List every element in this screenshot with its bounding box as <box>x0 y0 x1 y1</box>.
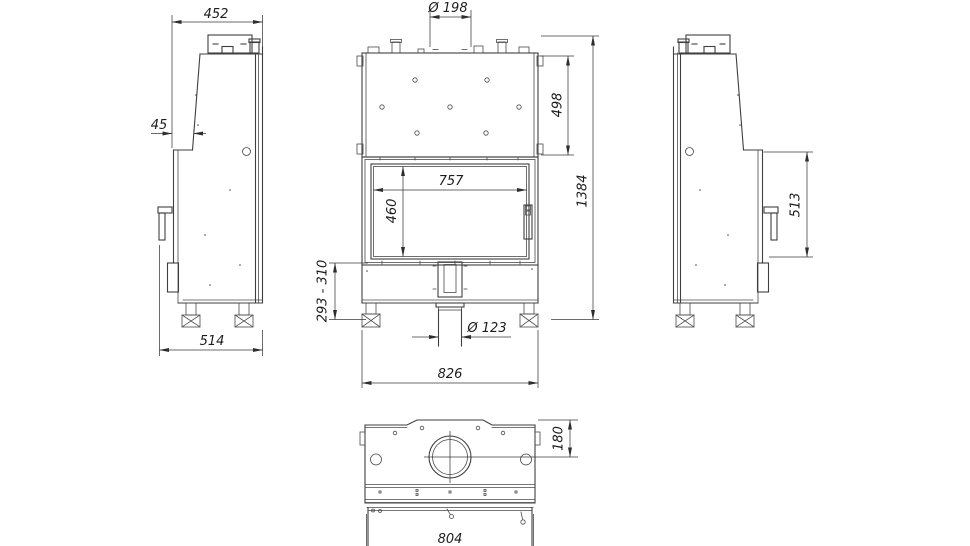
front-view <box>316 1 600 388</box>
front-plinth <box>362 262 538 303</box>
dim-flue-center-depth-label: 180 <box>551 426 567 451</box>
dim-front-panel-width-label: 804 <box>437 532 463 546</box>
dim-depth-top-label: 452 <box>203 7 229 22</box>
right-door-handle <box>764 207 778 240</box>
dim-flue-diameter-label: Ø 198 <box>428 1 468 16</box>
dim-outlet-diameter-label: Ø 123 <box>467 321 507 336</box>
flue-outlet-circle <box>424 431 476 483</box>
dim-front-offset-label: 45 <box>150 118 168 133</box>
dim-total-height-label: 1384 <box>575 174 591 208</box>
dim-door-height-label: 513 <box>788 192 804 218</box>
dim-upper-section-height-label: 498 <box>550 92 566 118</box>
left-door-handle <box>158 207 172 240</box>
dim-base-height-range-label: 293 - 310 <box>315 259 331 323</box>
front-top-fittings <box>368 40 529 54</box>
side-view-right <box>674 35 814 327</box>
side-view-left <box>151 7 263 356</box>
dim-glass-width-label: 757 <box>438 174 464 189</box>
front-outlet-pipe <box>436 303 464 346</box>
front-panel-holes <box>380 78 521 135</box>
left-side-hole <box>243 148 251 156</box>
bottom-small-holes <box>371 426 532 465</box>
right-side-hole <box>686 148 694 156</box>
left-feet <box>182 303 253 327</box>
dim-total-width-label: 826 <box>437 367 463 382</box>
front-door-handle <box>524 205 532 239</box>
right-body-outline <box>674 35 769 303</box>
plate-fastener-glyphs <box>372 509 526 524</box>
left-rivet-dots <box>195 94 241 286</box>
bottom-front-bands <box>365 485 535 508</box>
left-body-outline <box>168 35 263 303</box>
right-feet <box>676 303 754 327</box>
bottom-view <box>360 420 578 546</box>
right-rivet-dots <box>695 94 741 286</box>
dim-depth-total-label: 514 <box>199 334 225 349</box>
dim-glass-height-label: 460 <box>385 198 400 224</box>
